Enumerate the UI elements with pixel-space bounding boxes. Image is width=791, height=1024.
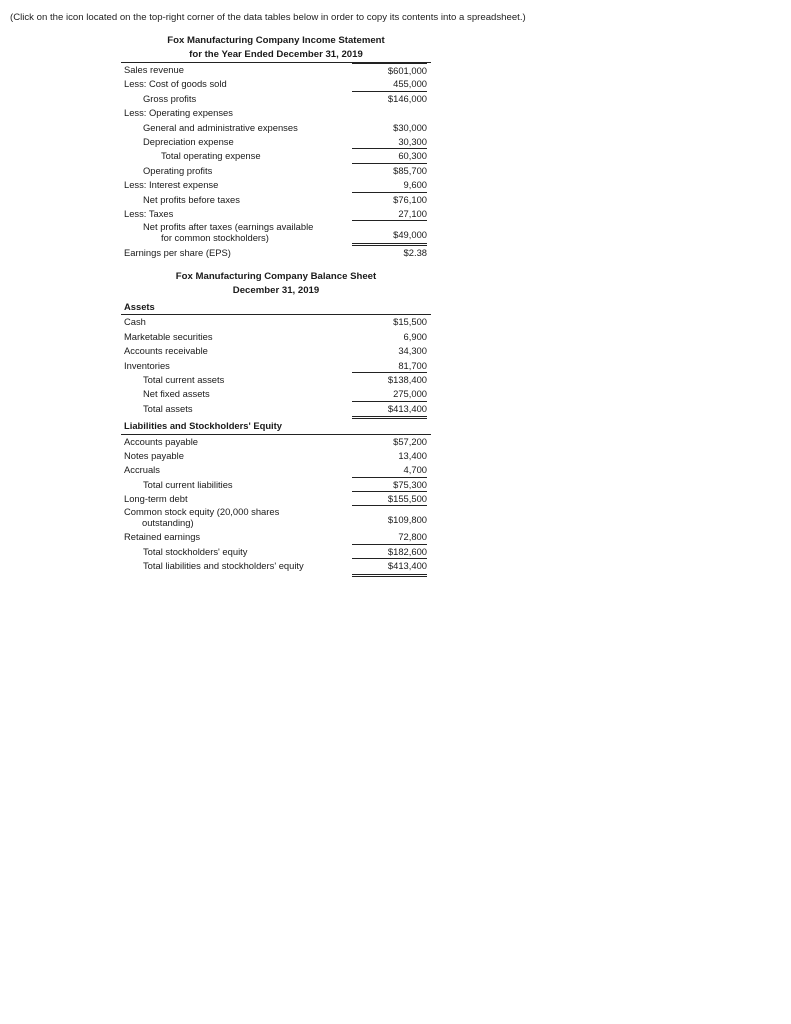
row-label: Accruals [124,464,160,476]
row-value: $2.38 [403,247,427,259]
row-value: $76,100 [393,193,427,205]
row-label: Operating profits [143,164,213,176]
table-row [121,359,431,373]
instruction-text: (Click on the icon located on the top-right corner of the data tables below in order to copy its contents into a spreadsheet.) [10,12,526,23]
row-value: 60,300 [352,149,427,163]
table-row [121,463,431,477]
row-label: Total assets [143,402,193,414]
row-value: 6,900 [403,330,427,342]
row-label [143,221,313,243]
row-label-line2: outstanding) [142,517,194,529]
row-label: Depreciation expense [143,135,234,147]
table-row [121,63,431,77]
liabilities-heading: Liabilities and Stockholders' Equity [124,420,282,432]
table-row [121,315,431,329]
table-row [121,373,431,387]
income-statement-title-line1: Fox Manufacturing Company Income Statement [167,35,385,46]
row-value: 4,700 [352,463,427,477]
table-row [121,506,431,528]
table-row [121,135,431,149]
income-statement-title-line2: for the Year Ended December 31, 2019 [121,48,431,63]
row-label: Less: Taxes [124,207,174,219]
row-label: Inventories [124,359,170,371]
table-row [121,387,431,401]
table-row [121,492,431,506]
row-value: $182,600 [352,545,427,559]
row-label: Retained earnings [124,531,201,543]
row-value: 275,000 [352,387,427,401]
row-label: Marketable securities [124,330,213,342]
row-value: $413,400 [352,402,427,419]
table-row [121,149,431,163]
row-label: Total operating expense [161,150,261,162]
row-value: 30,300 [352,135,427,149]
row-value: $138,400 [387,373,427,385]
table-row [121,207,431,221]
table-row [121,449,431,463]
row-value: 72,800 [352,530,427,544]
table-row [121,121,431,135]
row-label: Total liabilities and stockholders' equity [143,560,304,572]
row-label: Net fixed assets [143,388,210,400]
row-value: $601,000 [352,63,427,78]
table-row [121,106,431,120]
balance-sheet-title-line1: Fox Manufacturing Company Balance Sheet [175,271,377,282]
assets-heading-row [121,300,431,315]
row-label: Earnings per share (EPS) [124,247,231,259]
row-value: $146,000 [387,92,427,104]
table-row [121,344,431,358]
row-value: $413,400 [352,559,427,576]
row-value: 27,100 [352,207,427,221]
balance-sheet-table [121,270,431,574]
row-value: $85,700 [393,164,427,176]
row-label: Total stockholders' equity [143,545,248,557]
table-row [121,92,431,106]
row-value: 81,700 [352,359,427,373]
row-value: $15,500 [393,316,427,328]
table-row [121,330,431,344]
row-label: Gross profits [143,92,197,104]
row-label [124,506,279,528]
balance-sheet-title-line2: December 31, 2019 [232,285,320,296]
row-value: $75,300 [352,478,427,492]
table-row [121,559,431,573]
row-value: 455,000 [352,77,427,91]
row-label-line1: Net profits after taxes (earnings available [143,221,314,233]
row-label: Accounts receivable [124,345,208,357]
table-row [121,221,431,243]
table-row [121,178,431,192]
row-label: Accounts payable [124,435,199,447]
table-row [121,77,431,91]
table-row [121,435,431,449]
row-value: $49,000 [352,228,427,245]
row-label: General and administrative expenses [143,121,298,133]
row-value: 34,300 [398,345,427,357]
row-value: $109,800 [387,514,427,526]
row-label: Less: Cost of goods sold [124,78,227,90]
row-value: 13,400 [398,449,427,461]
row-label-line2: for common stockholders) [161,232,269,244]
table-row [121,193,431,207]
table-row [121,164,431,178]
row-label-line1: Common stock equity (20,000 shares [124,506,280,518]
assets-heading: Assets [124,301,155,312]
row-label: Less: Interest expense [124,179,219,191]
table-row [121,478,431,492]
row-label: Cash [124,316,146,328]
row-value: $57,200 [393,435,427,447]
row-label: Less: Operating expenses [124,107,233,119]
table-row [121,530,431,544]
row-value: $30,000 [393,121,427,133]
row-label: Notes payable [124,449,184,461]
row-label: Sales revenue [124,64,184,75]
table-row [121,246,431,260]
row-value: $155,500 [352,492,427,506]
row-label: Total current liabilities [143,478,233,490]
income-statement-table [121,34,431,261]
row-label: Long-term debt [124,493,188,505]
liabilities-heading-row [121,419,431,434]
table-row [121,402,431,416]
row-value: 9,600 [352,178,427,192]
row-label: Net profits before taxes [143,193,240,205]
row-label: Total current assets [143,373,225,385]
table-row [121,545,431,559]
